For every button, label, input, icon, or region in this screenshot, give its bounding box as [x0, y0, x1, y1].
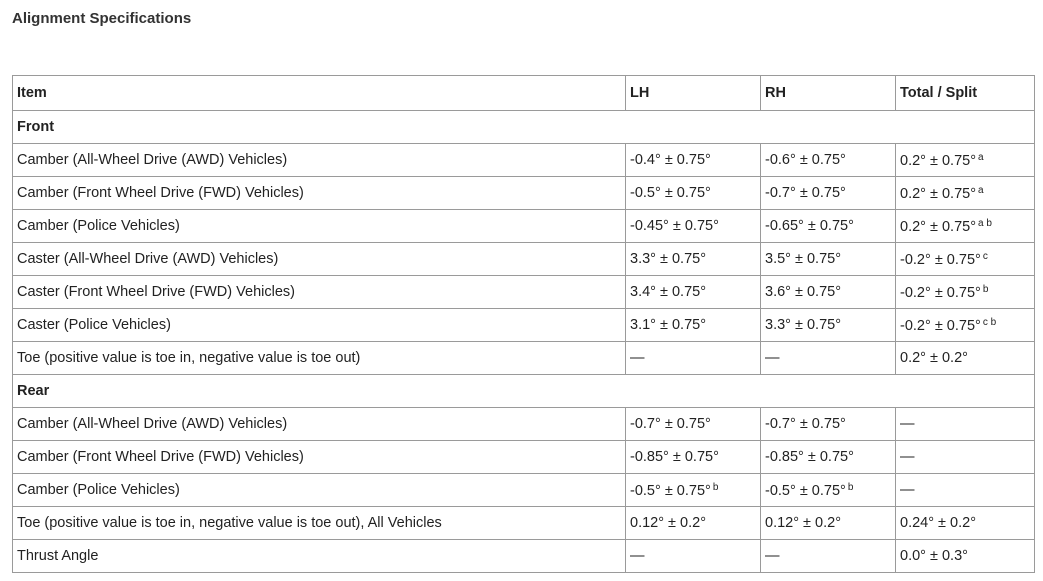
section-row-rear — [13, 375, 1035, 408]
footnote-marker: b — [847, 481, 854, 493]
rh-cell-value: 3.6° ± 0.75° — [765, 284, 841, 300]
lh-cell — [626, 309, 761, 342]
section-row-front — [13, 111, 1035, 144]
item-cell — [13, 309, 626, 342]
item-cell-value: Caster (Police Vehicles) — [17, 317, 171, 333]
rh-cell — [761, 144, 896, 177]
rh-cell — [761, 309, 896, 342]
item-cell — [13, 408, 626, 441]
rh-cell-value: — — [765, 350, 780, 366]
rh-cell — [761, 243, 896, 276]
item-cell — [13, 243, 626, 276]
item-cell-value: Camber (All-Wheel Drive (AWD) Vehicles) — [17, 416, 288, 432]
total-split-cell — [896, 144, 1035, 177]
total-split-cell — [896, 342, 1035, 375]
footnote-marker: a — [978, 151, 984, 163]
total-split-cell — [896, 309, 1035, 342]
total-split-cell — [896, 408, 1035, 441]
table-row — [13, 507, 1035, 540]
total-split-cell — [896, 507, 1035, 540]
lh-cell — [626, 144, 761, 177]
rh-cell — [761, 507, 896, 540]
total-split-cell — [896, 177, 1035, 210]
rh-cell-value: -0.6° ± 0.75° — [765, 152, 846, 168]
lh-cell — [626, 342, 761, 375]
total-split-cell — [896, 441, 1035, 474]
alignment-spec-table — [12, 75, 1035, 573]
rh-cell-value: -0.7° ± 0.75° — [765, 185, 846, 201]
footnote-marker: a — [978, 184, 984, 196]
rh-cell-value: -0.7° ± 0.75° — [765, 416, 846, 432]
total-split-cell-value: -0.2° ± 0.75° — [900, 317, 981, 334]
total-split-cell-value: 0.0° ± 0.3° — [900, 548, 968, 564]
total-split-cell-value: — — [900, 449, 915, 465]
rh-cell-value: -0.5° ± 0.75° — [765, 482, 846, 499]
item-cell — [13, 507, 626, 540]
rh-cell-value: 3.3° ± 0.75° — [765, 317, 841, 333]
total-split-cell-value: 0.2° ± 0.75° — [900, 218, 976, 235]
lh-cell-value: -0.5° ± 0.75° — [630, 185, 711, 201]
lh-cell — [626, 408, 761, 441]
item-cell — [13, 210, 626, 243]
lh-cell-value: — — [630, 350, 645, 366]
total-split-cell-value: — — [900, 416, 915, 432]
table-row — [13, 243, 1035, 276]
footnote-marker: c b — [982, 316, 997, 328]
rh-cell-value: — — [765, 548, 780, 564]
total-split-cell-value: -0.2° ± 0.75° — [900, 251, 981, 268]
rh-cell-value: -0.85° ± 0.75° — [765, 449, 854, 465]
rh-cell-value: 0.12° ± 0.2° — [765, 515, 841, 531]
table-row — [13, 540, 1035, 573]
item-cell-value: Camber (Police Vehicles) — [17, 482, 180, 498]
rh-cell-value: -0.65° ± 0.75° — [765, 218, 854, 234]
total-split-cell — [896, 243, 1035, 276]
total-split-cell — [896, 210, 1035, 243]
item-cell — [13, 144, 626, 177]
table-row — [13, 342, 1035, 375]
lh-cell-value: -0.4° ± 0.75° — [630, 152, 711, 168]
lh-cell-value: -0.85° ± 0.75° — [630, 449, 719, 465]
page-title: Alignment Specifications — [12, 10, 192, 27]
rh-cell — [761, 441, 896, 474]
footnote-marker: b — [712, 481, 719, 493]
item-cell-value: Caster (All-Wheel Drive (AWD) Vehicles) — [17, 251, 279, 267]
total-split-cell — [896, 540, 1035, 573]
item-cell-value: Camber (Front Wheel Drive (FWD) Vehicles) — [17, 185, 304, 201]
header-total-split: Total / Split — [896, 76, 1035, 111]
item-cell — [13, 342, 626, 375]
table-header-row — [13, 76, 1035, 111]
footnote-marker: b — [982, 283, 989, 295]
lh-cell-value: — — [630, 548, 645, 564]
item-cell-value: Thrust Angle — [17, 548, 99, 564]
total-split-cell-value: -0.2° ± 0.75° — [900, 284, 981, 301]
total-split-cell-value: 0.2° ± 0.2° — [900, 350, 968, 366]
table-body — [13, 111, 1035, 573]
table-row — [13, 144, 1035, 177]
table-row — [13, 474, 1035, 507]
section-label: Rear — [13, 375, 1035, 408]
item-cell — [13, 540, 626, 573]
item-cell — [13, 474, 626, 507]
total-split-cell — [896, 474, 1035, 507]
header-rh: RH — [761, 76, 896, 111]
lh-cell — [626, 441, 761, 474]
lh-cell-value: -0.45° ± 0.75° — [630, 218, 719, 234]
lh-cell-value: 0.12° ± 0.2° — [630, 515, 706, 531]
rh-cell — [761, 210, 896, 243]
rh-cell-value: 3.5° ± 0.75° — [765, 251, 841, 267]
lh-cell-value: 3.1° ± 0.75° — [630, 317, 706, 333]
header-item: Item — [13, 76, 626, 111]
total-split-cell-value: 0.2° ± 0.75° — [900, 185, 976, 202]
rh-cell — [761, 408, 896, 441]
footnote-marker: a b — [978, 217, 992, 229]
item-cell — [13, 276, 626, 309]
footnote-marker: c — [982, 250, 988, 262]
item-cell-value: Toe (positive value is toe in, negative value is toe out) — [17, 350, 361, 366]
item-cell-value: Camber (All-Wheel Drive (AWD) Vehicles) — [17, 152, 288, 168]
rh-cell — [761, 276, 896, 309]
item-cell-value: Camber (Front Wheel Drive (FWD) Vehicles) — [17, 449, 304, 465]
lh-cell-value: -0.5° ± 0.75° — [630, 482, 711, 499]
table-row — [13, 276, 1035, 309]
rh-cell — [761, 474, 896, 507]
lh-cell-value: 3.3° ± 0.75° — [630, 251, 706, 267]
table-row — [13, 309, 1035, 342]
item-cell-value: Camber (Police Vehicles) — [17, 218, 180, 234]
total-split-cell-value: 0.24° ± 0.2° — [900, 515, 976, 531]
lh-cell-value: -0.7° ± 0.75° — [630, 416, 711, 432]
lh-cell — [626, 540, 761, 573]
lh-cell-value: 3.4° ± 0.75° — [630, 284, 706, 300]
item-cell — [13, 177, 626, 210]
item-cell — [13, 441, 626, 474]
rh-cell — [761, 342, 896, 375]
section-label: Front — [13, 111, 1035, 144]
table-row — [13, 408, 1035, 441]
item-cell-value: Caster (Front Wheel Drive (FWD) Vehicles) — [17, 284, 295, 300]
lh-cell — [626, 243, 761, 276]
header-lh: LH — [626, 76, 761, 111]
lh-cell — [626, 210, 761, 243]
lh-cell — [626, 276, 761, 309]
rh-cell — [761, 177, 896, 210]
total-split-cell — [896, 276, 1035, 309]
lh-cell — [626, 507, 761, 540]
total-split-cell-value: 0.2° ± 0.75° — [900, 152, 976, 169]
table-row — [13, 441, 1035, 474]
lh-cell — [626, 177, 761, 210]
table-row — [13, 210, 1035, 243]
item-cell-value: Toe (positive value is toe in, negative value is toe out), All Vehicles — [17, 515, 442, 531]
table-row — [13, 177, 1035, 210]
total-split-cell-value: — — [900, 482, 915, 498]
lh-cell — [626, 474, 761, 507]
rh-cell — [761, 540, 896, 573]
